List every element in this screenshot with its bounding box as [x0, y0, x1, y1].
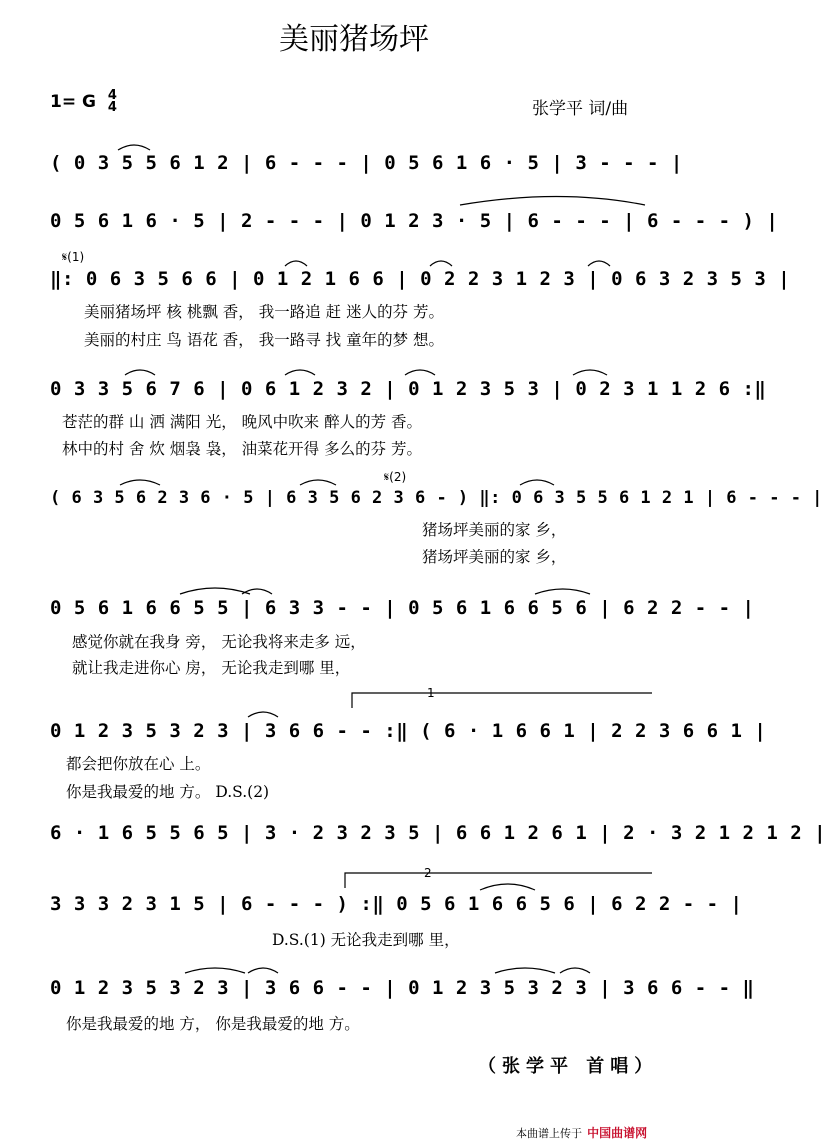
slur	[118, 145, 150, 150]
slur	[120, 480, 160, 485]
segno-mark-2: 𝄋(2)	[384, 470, 407, 484]
slur	[180, 588, 250, 594]
time-sig-top: 4	[107, 88, 117, 103]
song-title: 美丽猪场坪	[279, 22, 429, 57]
composer-credit: 张学平 词/曲	[532, 99, 629, 119]
lyric-line-9a: D.S.(1) 无论我走到哪 里，	[272, 931, 460, 949]
slur	[573, 370, 607, 375]
slur	[560, 968, 590, 973]
slur	[430, 261, 452, 266]
notation-line-8: 6 · 1 6 5 5 6 5 | 3 · 2 3 2 3 5 | 6 6 1 2 6 1 | 2 · 3 2 1 2 1 2 |	[50, 822, 826, 844]
lyric-line-6b: 就让我走进你心 房， 无论我走到哪 里，	[72, 659, 351, 677]
notation-line-10: 0 1 2 3 5 3 2 3 | 3 6 6 - - | 0 1 2 3 5 3 2 3 | 3 6 6 - - ‖	[50, 977, 755, 999]
slur	[248, 712, 278, 717]
slur	[125, 370, 155, 375]
notation-line-5: ( 6 3 5 6 2 3 6 · 5 | 6 3 5 6 2 3 6 - ) ‖: 0 6 3 5 5 6 1 2 1 | 6 - - - |	[50, 488, 823, 508]
lyric-line-3b: 美丽的村庄 鸟 语花 香， 我一路寻 找 童年的梦 想。	[84, 331, 444, 349]
lyric-line-5a: 猪场坪美丽的家 乡，	[422, 521, 567, 539]
lyric-line-5b: 猪场坪美丽的家 乡，	[422, 548, 567, 566]
slur	[300, 480, 336, 485]
lyric-line-3a: 美丽猪场坪 核 桃飘 香， 我一路追 赶 迷人的芬 芳。	[84, 303, 444, 321]
lyric-line-6a: 感觉你就在我身 旁， 无论我将来走多 远，	[72, 633, 366, 651]
slur	[248, 968, 278, 973]
notation-line-2: 0 5 6 1 6 · 5 | 2 - - - | 0 1 2 3 · 5 | 6 - - - | 6 - - - ) |	[50, 210, 779, 232]
notation-line-3: ‖: 0 6 3 5 6 6 | 0 1 2 1 6 6 | 0 2 2 3 1 2 3 | 0 6 3 2 3 5 3 |	[50, 268, 791, 290]
slur	[588, 261, 610, 266]
notation-line-4: 0 3 3 5 6 7 6 | 0 6 1 2 3 2 | 0 1 2 3 5 3 | 0 2 3 1 1 2 6 :‖	[50, 378, 767, 400]
slur	[495, 968, 555, 973]
performer-credit: （张学平 首唱）	[478, 1056, 659, 1077]
slur	[480, 884, 535, 890]
slur	[405, 370, 435, 375]
lyric-line-4b: 林中的村 舍 炊 烟袅 袅， 油菜花开得 多么的芬 芳。	[62, 440, 422, 458]
notation-line-1: ( 0 3 5 5 6 1 2 | 6 - - - | 0 5 6 1 6 · 5 | 3 - - - |	[50, 152, 683, 174]
slur	[460, 197, 645, 206]
lyric-line-7b: 你是我最爱的地 方。 D.S.(2)	[66, 783, 270, 801]
watermark-logo: 中国曲谱网	[587, 1126, 648, 1140]
volta-1-bracket	[352, 693, 652, 708]
volta-1-label: 1	[427, 686, 435, 700]
key-label: 1= G	[50, 92, 96, 112]
lyric-line-7a: 都会把你放在心 上。	[66, 755, 211, 773]
watermark-text: 本曲谱上传于	[516, 1127, 582, 1140]
time-sig-bottom: 4	[107, 100, 117, 115]
slur	[520, 480, 554, 485]
notation-line-6: 0 5 6 1 6 6 5 5 | 6 3 3 - - | 0 5 6 1 6 6 5 6 | 6 2 2 - - |	[50, 597, 755, 619]
slur	[185, 968, 245, 973]
slur	[285, 370, 315, 375]
notation-line-7: 0 1 2 3 5 3 2 3 | 3 6 6 - - :‖ ( 6 · 1 6 6 1 | 2 2 3 6 6 1 |	[50, 720, 767, 742]
slur	[285, 261, 307, 266]
lyric-line-4a: 苍茫的群 山 洒 满阳 光， 晚风中吹来 醉人的芳 香。	[62, 413, 422, 431]
lyric-line-10a: 你是我最爱的地 方， 你是我最爱的地 方。	[66, 1015, 360, 1033]
segno-mark-1: 𝄋(1)	[62, 250, 85, 264]
volta-2-label: 2	[424, 866, 432, 880]
slur	[535, 589, 590, 594]
notation-line-9: 3 3 3 2 3 1 5 | 6 - - - ) :‖ 0 5 6 1 6 6 5 6 | 6 2 2 - - |	[50, 893, 743, 915]
volta-2-bracket	[345, 873, 652, 888]
